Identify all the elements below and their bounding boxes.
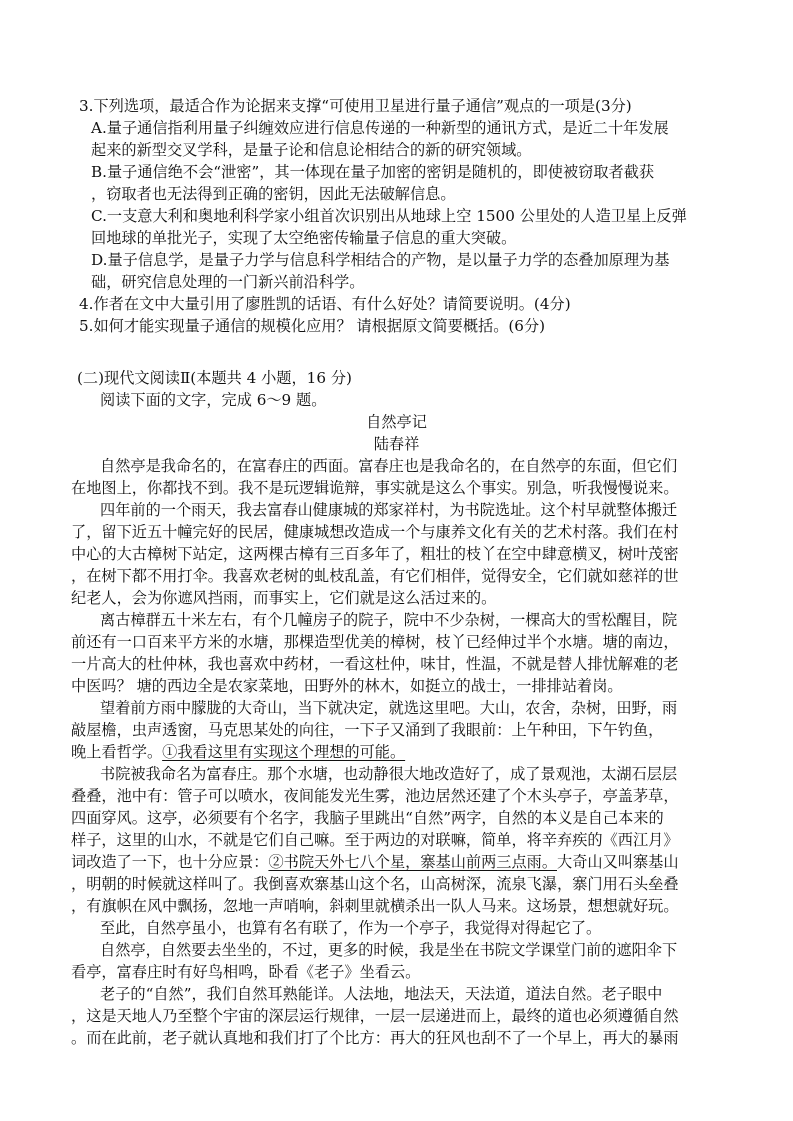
body-line: 纪老人，会为你遮风挡雨，而事实上，它们就是这么活过来的。 (71, 589, 497, 607)
body-line: 看亭，富春庄时有好鸟相鸣，卧看《老子》坐看云。 (71, 963, 421, 981)
q3-option-c-line1: C.一支意大利和奥地利科学家小组首次识别出从地球上空 1500 公里处的人造卫星上反弹 (91, 207, 687, 225)
q4: 4.作者在文中大量引用了廖胜凯的话语、有什么好处？请简要说明。(4分) (79, 295, 571, 313)
body-line: 样子，这里的山水，不就是它们自己嘛。至于两边的对联嘛，简单，将辛弃疾的《西江月》 (71, 831, 679, 849)
body-line: ，明朝的时候就这样叫了。我倒喜欢寨基山这个名，山高树深，流泉飞瀑，寨门用石头垒叠 (71, 875, 679, 893)
body-line: ，有旗帜在风中飘扬，忽地一声哨响，斜刺里就横杀出一队人马来。这场景，想想就好玩。 (71, 897, 679, 915)
body-line (71, 741, 405, 763)
article-title: 自然亭记 (366, 413, 427, 431)
body-line: 四年前的一个雨天，我去富春山健康城的郑家祥村，为书院选址。这个村早就整体搬迁 (100, 501, 678, 519)
body-line: 至此，自然亭虽小，也算有名有联了，作为一个亭子，我觉得对得起它了。 (100, 919, 602, 937)
body-line: 中医吗？ 塘的西边全是农家菜地，田野外的林木，如挺立的战士，一排排站着岗。 (71, 677, 623, 695)
q3-option-b-line1: B.量子通信绝不会“泄密”，其一体现在量子加密的密钥是随机的，即使被窃取者截获 (91, 163, 655, 181)
body-text: 词改造了一下，也十分应景： (71, 853, 269, 871)
body-line: 。而在此前，老子就认真地和我们打了个比方：再大的狂风也刮不了一个早上，再大的暴雨 (71, 1029, 679, 1047)
underlined-sentence-1: ①我看这里有实现这个理想的可能。 (162, 743, 406, 761)
body-text: 大奇山又叫寨基山 (557, 853, 679, 871)
body-line: 老子的“自然”，我们自然耳熟能详。人法地，地法天，天法道，道法自然。老子眼中 (100, 985, 663, 1003)
q5: 5.如何才能实现量子通信的规模化应用？ 请根据原文简要概括。(6分) (79, 317, 546, 335)
q3-option-c-line2: 回地球的单批光子，实现了太空绝密传输量子信息的重大突破。 (91, 229, 517, 247)
body-line: ，在树下都不用打伞。我喜欢老树的虬枝乱盖，有它们相伴，觉得安全，它们就如慈祥的世 (71, 567, 679, 585)
q3-option-a-line1: A.量子通信指利用量子纠缠效应进行信息传递的一种新型的通讯方式，是近二十年发展 (91, 119, 669, 137)
body-line: 自然亭，自然要去坐坐的，不过，更多的时候，我是坐在书院文学课堂门前的遮阳伞下 (100, 941, 678, 959)
body-line: 书院被我命名为富春庄。那个水塘，也动静很大地改造好了，成了景观池，太湖石层层 (100, 765, 678, 783)
body-text: 晚上看哲学。 (71, 743, 163, 761)
body-line: 离古樟群五十米左右，有个几幢房子的院子，院中不少杂树，一棵高大的雪松醒目，院 (100, 611, 678, 629)
section-instruction: 阅读下面的文字，完成 6～9 题。 (100, 391, 327, 409)
body-line: 了，留下近五十幢完好的民居，健康城想改造成一个与康养文化有关的艺术村落。我们在村 (71, 523, 679, 541)
q3-option-d-line2: 础，研究信息处理的一门新兴前沿科学。 (91, 273, 365, 291)
q3-option-d-line1: D.量子信息学，是量子力学与信息科学相结合的产物，是以量子力学的态叠加原理为基 (91, 251, 670, 269)
body-line: 在地图上，你都找不到。我不是玩逻辑诡辩，事实就是这么个事实。别急，听我慢慢说来。 (71, 479, 679, 497)
body-line: 前还有一口百来平方米的水塘，那棵造型优美的樟树，枝丫已经伸过半个水塘。塘的南边， (71, 633, 679, 651)
body-line: 望着前方雨中朦胧的大奇山，当下就决定，就选这里吧。大山，农舍，杂树，田野，雨 (100, 699, 678, 717)
body-line: 自然亭是我命名的，在富春庄的西面。富春庄也是我命名的，在自然亭的东面，但它们 (100, 457, 678, 475)
q3-option-b-line2: ，窃取者也无法得到正确的密钥，因此无法破解信息。 (91, 185, 456, 203)
article-author: 陆春祥 (373, 435, 420, 453)
body-line: 中心的大古樟树下站定，这两棵古樟有三百多年了，粗壮的枝丫在空中肆意横叉，树叶茂密 (71, 545, 679, 563)
q3-stem: 3.下列选项，最适合作为论据来支撑“可使用卫星进行量子通信”观点的一项是(3分) (79, 97, 632, 115)
section-heading: (二)现代文阅读Ⅱ(本题共 4 小题，16 分) (77, 369, 352, 387)
body-line: 四面穿风。这亭，必须要有个名字，我脑子里跳出“自然”两字，自然的本义是自己本来的 (71, 809, 664, 827)
body-line (71, 851, 679, 873)
body-line: 敲屋檐，虫声透窗，马克思某处的向往，一下子又涌到了我眼前：上午种田，下午钓鱼， (71, 721, 664, 739)
underlined-sentence-2: ②书院天外七八个星，寨基山前两三点雨。 (268, 853, 557, 871)
body-line: ，这是天地人乃至整个宇宙的深层运行规律，一层一层递进而上，最终的道也必须遵循自然 (71, 1007, 679, 1025)
body-line: 一片高大的杜仲林，我也喜欢中药材，一看这杜仲，味甘，性温，不就是替人排忧解难的老 (71, 655, 679, 673)
body-line: 叠叠，池中有：管子可以喷水，夜间能发光生雾，池边居然还建了个木头亭子，亭盖茅草， (71, 787, 679, 805)
q3-option-a-line2: 起来的新型交叉学科，是量子论和信息论相结合的新的研究领域。 (91, 141, 532, 159)
